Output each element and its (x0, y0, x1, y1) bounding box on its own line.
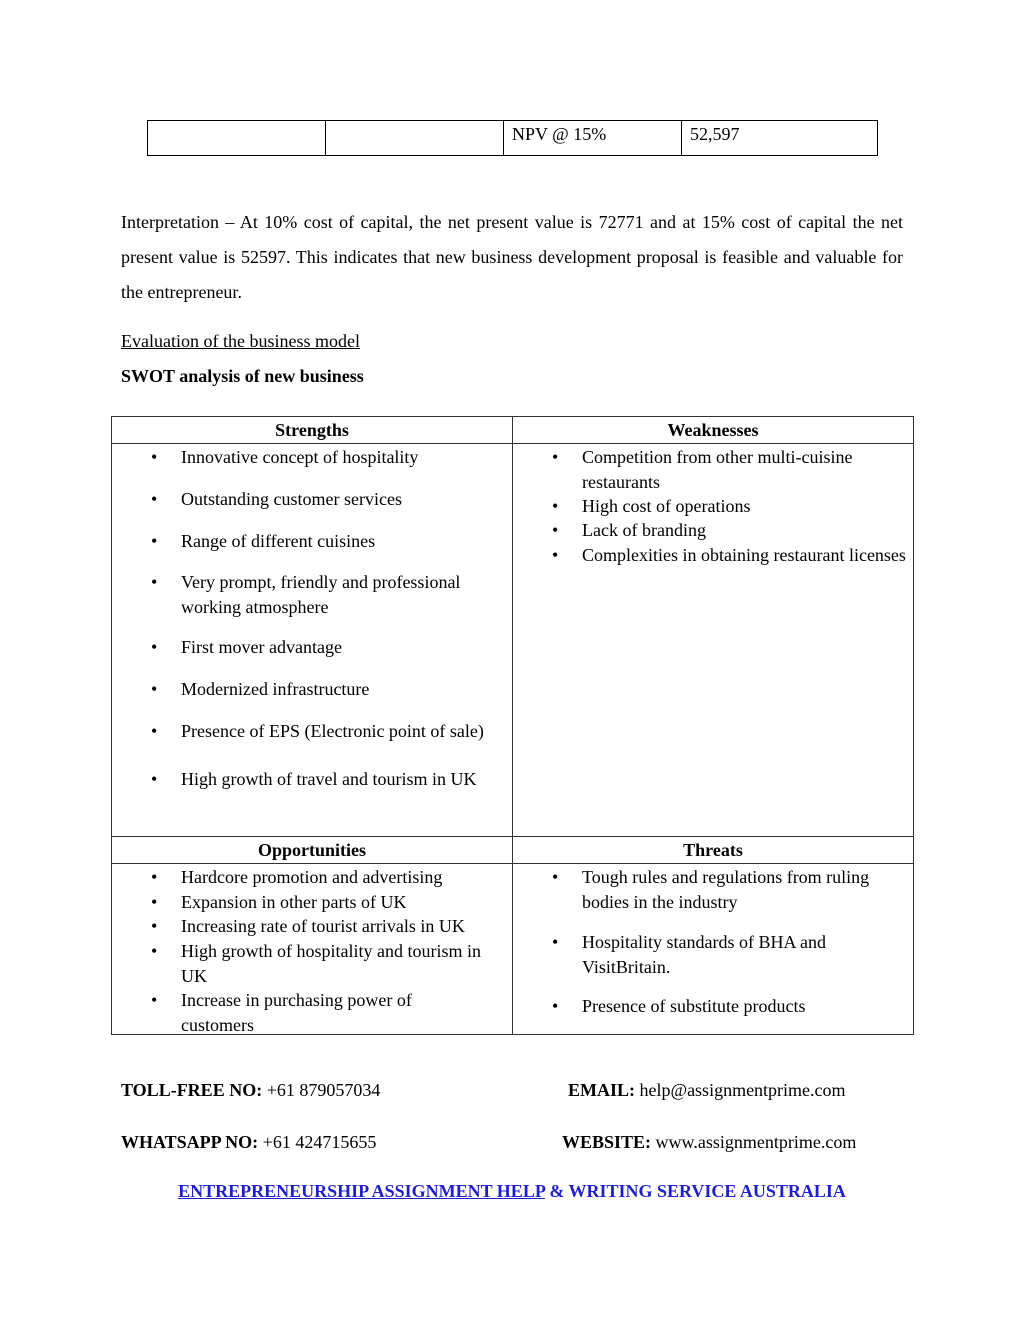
npv-rate-cell: NPV @ 15% (504, 121, 682, 156)
list-item: • High cost of operations (552, 496, 751, 516)
list-item: • Lack of branding (552, 520, 706, 540)
whatsapp-value: +61 424715655 (262, 1132, 377, 1152)
service-banner (0, 1181, 1024, 1202)
list-item: • Increase in purchasing power of customers (151, 990, 412, 1035)
list-item: • Hardcore promotion and advertising (151, 867, 443, 887)
strengths-header: Strengths (112, 417, 513, 444)
list-item: • Modernized infrastructure (151, 679, 370, 699)
npv-cell-1 (148, 121, 326, 156)
tollfree-line (121, 1080, 380, 1101)
list-item: • High growth of hospitality and tourism in UK (151, 941, 481, 986)
website-value[interactable]: www.assignmentprime.com (655, 1132, 857, 1152)
swot-table (111, 416, 914, 1035)
list-item: • First mover advantage (151, 637, 342, 657)
website-label: WEBSITE: (562, 1132, 652, 1152)
list-item: • Range of different cuisines (151, 531, 376, 551)
list-item: • Tough rules and regulations from ruling bodies in the industry (552, 867, 870, 912)
threats-header: Threats (513, 837, 914, 864)
list-item: • Expansion in other parts of UK (151, 892, 407, 912)
list-item: • Increasing rate of tourist arrivals in UK (151, 916, 465, 936)
tollfree-value: +61 879057034 (266, 1080, 381, 1100)
list-item: • Outstanding customer services (151, 489, 402, 509)
email-label: EMAIL: (568, 1080, 635, 1100)
list-item: • Presence of EPS (Electronic point of sale) (151, 721, 484, 741)
whatsapp-label: WHATSAPP NO: (121, 1132, 259, 1152)
list-item: • Hospitality standards of BHA and VisitBritain. (552, 932, 826, 977)
banner-rest-text: & WRITING SERVICE AUSTRALIA (549, 1181, 846, 1201)
swot-heading: SWOT analysis of new business (121, 366, 364, 386)
list-item: • High growth of travel and tourism in UK (151, 769, 477, 789)
website-line (562, 1132, 856, 1153)
email-value[interactable]: help@assignmentprime.com (639, 1080, 846, 1100)
whatsapp-line (121, 1132, 376, 1153)
weaknesses-header: Weaknesses (513, 417, 914, 444)
opportunities-header: Opportunities (112, 837, 513, 864)
list-item: • Innovative concept of hospitality (151, 447, 419, 467)
interpretation-paragraph: Interpretation – At 10% cost of capital, the net present value is 72771 and at 15% cost of capital the net present value is 52597. This indicates that new business development proposal is feasible and valuable for the entrepreneur. (121, 212, 903, 302)
npv-table (147, 120, 878, 156)
list-item: • Complexities in obtaining restaurant licenses (552, 545, 906, 565)
assignment-help-link[interactable]: ENTREPRENEURSHIP ASSIGNMENT HELP (178, 1181, 545, 1201)
evaluation-heading: Evaluation of the business model (121, 331, 360, 351)
table-row (148, 121, 878, 156)
list-item: • Presence of substitute products (552, 996, 806, 1016)
list-item: • Very prompt, friendly and professional working atmosphere (151, 572, 461, 617)
list-item: • Competition from other multi-cuisine restaurants (552, 447, 853, 492)
tollfree-label: TOLL-FREE NO: (121, 1080, 263, 1100)
email-line (568, 1080, 846, 1101)
npv-cell-2 (326, 121, 504, 156)
npv-value-cell: 52,597 (682, 121, 878, 156)
